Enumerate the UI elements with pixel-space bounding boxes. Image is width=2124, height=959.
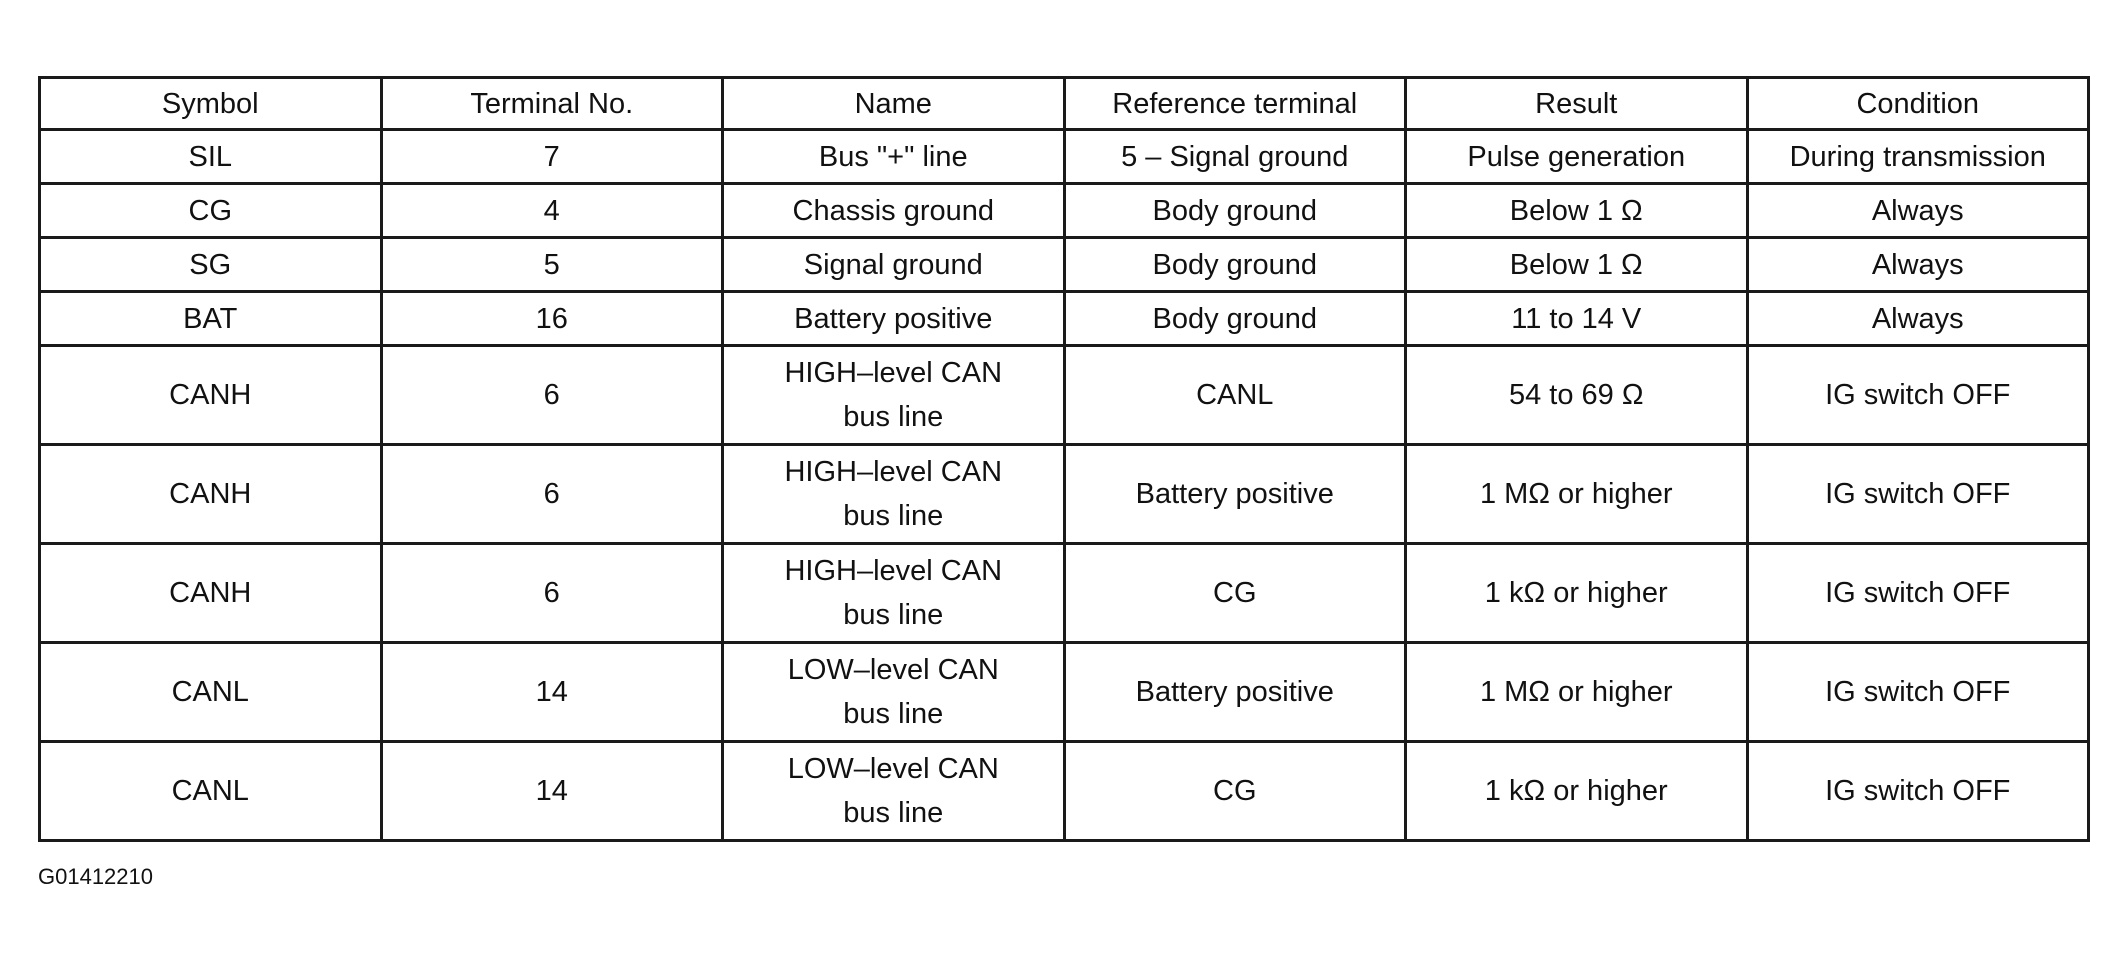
cell-terminal: 14 <box>381 742 723 841</box>
cell-condition: During transmission <box>1747 130 2089 184</box>
name-line: Battery positive <box>794 302 993 335</box>
name-line: bus line <box>843 401 944 433</box>
cell-name <box>723 130 1065 184</box>
cell-symbol: CANH <box>40 544 382 643</box>
table-row <box>40 184 2089 238</box>
cell-condition: Always <box>1747 184 2089 238</box>
cell-symbol: CANH <box>40 346 382 445</box>
header-name: Name <box>723 78 1065 130</box>
table-row <box>40 238 2089 292</box>
cell-terminal: 6 <box>381 445 723 544</box>
cell-terminal: 7 <box>381 130 723 184</box>
cell-reference: Body ground <box>1064 238 1406 292</box>
cell-reference: Battery positive <box>1064 445 1406 544</box>
cell-symbol: CANH <box>40 445 382 544</box>
name-line: Chassis ground <box>792 194 994 227</box>
cell-name <box>723 445 1065 544</box>
cell-symbol: CANL <box>40 643 382 742</box>
cell-name <box>723 643 1065 742</box>
cell-terminal: 14 <box>381 643 723 742</box>
name-line: bus line <box>843 698 944 730</box>
cell-reference: Body ground <box>1064 292 1406 346</box>
cell-terminal: 6 <box>381 544 723 643</box>
cell-result: 1 MΩ or higher <box>1406 445 1748 544</box>
cell-result: Below 1 Ω <box>1406 184 1748 238</box>
cell-name <box>723 346 1065 445</box>
cell-result: 11 to 14 V <box>1406 292 1748 346</box>
table-header-row <box>40 78 2089 130</box>
name-line: bus line <box>843 599 944 631</box>
cell-condition: IG switch OFF <box>1747 445 2089 544</box>
table-row <box>40 346 2089 445</box>
cell-symbol: SG <box>40 238 382 292</box>
cell-condition: IG switch OFF <box>1747 742 2089 841</box>
cell-symbol: SIL <box>40 130 382 184</box>
header-condition: Condition <box>1747 78 2089 130</box>
cell-symbol: CG <box>40 184 382 238</box>
cell-symbol: BAT <box>40 292 382 346</box>
cell-name <box>723 238 1065 292</box>
cell-name <box>723 292 1065 346</box>
cell-terminal: 16 <box>381 292 723 346</box>
name-line: HIGH–level CAN <box>784 555 1003 587</box>
name-line: Signal ground <box>803 248 983 281</box>
name-line: bus line <box>843 797 944 829</box>
table-row <box>40 544 2089 643</box>
header-reference-terminal: Reference terminal <box>1064 78 1406 130</box>
cell-condition: IG switch OFF <box>1747 544 2089 643</box>
cell-condition: Always <box>1747 238 2089 292</box>
table-row <box>40 130 2089 184</box>
figure-id-caption: G01412210 <box>38 864 153 889</box>
header-symbol: Symbol <box>40 78 382 130</box>
header-terminal-no: Terminal No. <box>381 78 723 130</box>
cell-condition: IG switch OFF <box>1747 643 2089 742</box>
cell-reference: 5 – Signal ground <box>1064 130 1406 184</box>
cell-symbol: CANL <box>40 742 382 841</box>
cell-name <box>723 742 1065 841</box>
cell-result: 1 kΩ or higher <box>1406 544 1748 643</box>
cell-result: 54 to 69 Ω <box>1406 346 1748 445</box>
cell-result: 1 MΩ or higher <box>1406 643 1748 742</box>
cell-terminal: 4 <box>381 184 723 238</box>
terminal-spec-table <box>38 76 2090 842</box>
cell-result: 1 kΩ or higher <box>1406 742 1748 841</box>
cell-result: Pulse generation <box>1406 130 1748 184</box>
cell-reference: Body ground <box>1064 184 1406 238</box>
cell-reference: CG <box>1064 742 1406 841</box>
name-line: HIGH–level CAN <box>784 357 1003 389</box>
cell-reference: Battery positive <box>1064 643 1406 742</box>
table-row <box>40 292 2089 346</box>
cell-condition: IG switch OFF <box>1747 346 2089 445</box>
cell-name <box>723 184 1065 238</box>
name-line: HIGH–level CAN <box>784 456 1003 488</box>
table-row <box>40 445 2089 544</box>
cell-result: Below 1 Ω <box>1406 238 1748 292</box>
name-line: Bus "+" line <box>818 140 968 173</box>
table-row <box>40 742 2089 841</box>
cell-reference: CG <box>1064 544 1406 643</box>
cell-name <box>723 544 1065 643</box>
cell-terminal: 6 <box>381 346 723 445</box>
name-line: LOW–level CAN <box>787 753 999 785</box>
name-line: bus line <box>843 500 944 532</box>
header-result: Result <box>1406 78 1748 130</box>
name-line: LOW–level CAN <box>787 654 999 686</box>
table-row <box>40 643 2089 742</box>
cell-condition: Always <box>1747 292 2089 346</box>
cell-reference: CANL <box>1064 346 1406 445</box>
cell-terminal: 5 <box>381 238 723 292</box>
